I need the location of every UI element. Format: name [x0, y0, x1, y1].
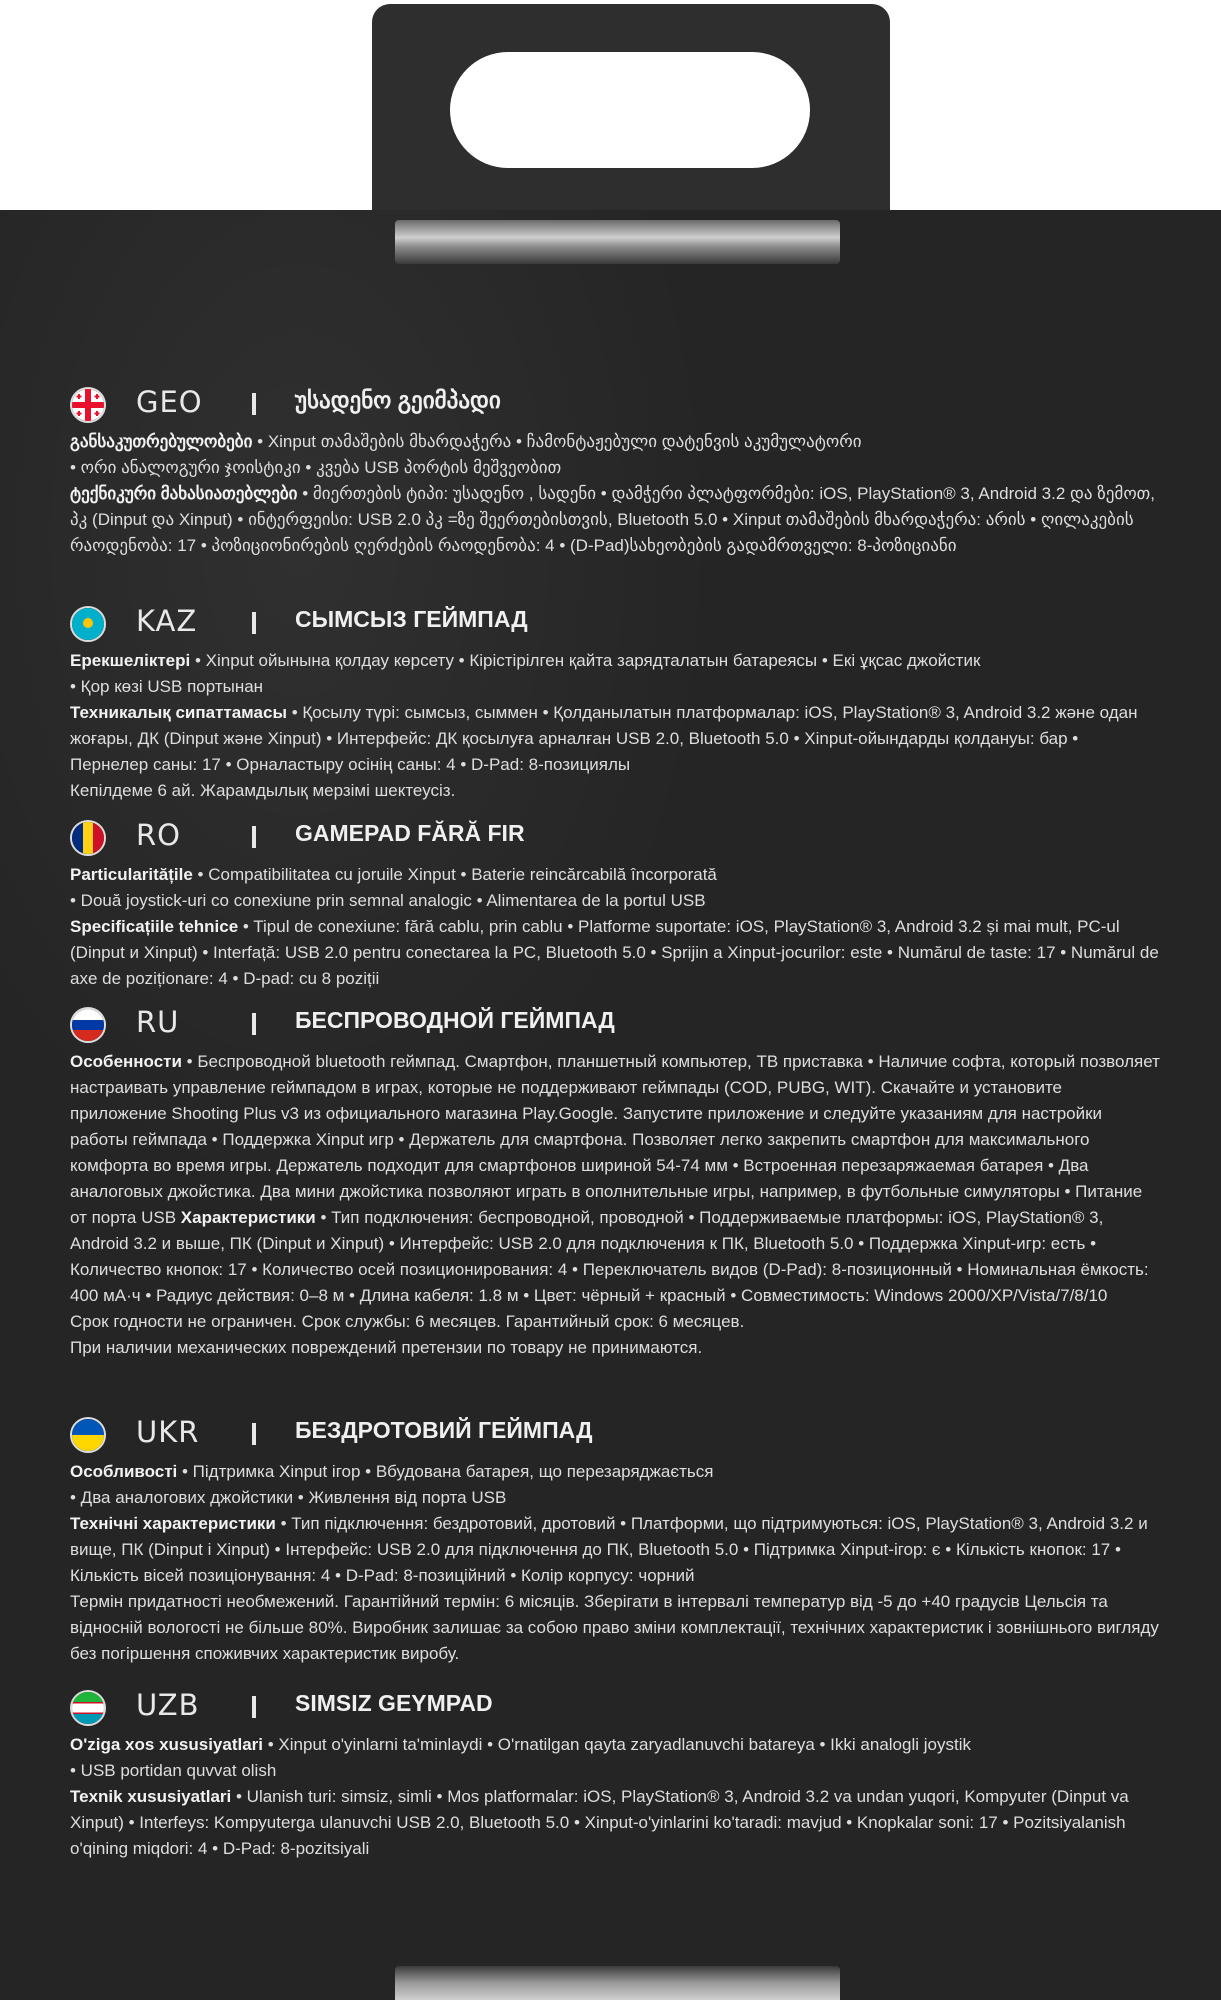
flag-romania-icon [70, 820, 106, 856]
separator [252, 1423, 256, 1445]
top-slot [395, 220, 840, 264]
section-body [70, 1049, 1160, 1361]
section-title: СЫМСЫЗ ГЕЙМПАД [295, 606, 528, 632]
text-line: • Două joystick-uri co conexiune prin semnal analogic • Alimentarea de la portul USB [70, 891, 706, 910]
language-code: RO [136, 818, 181, 852]
text-line: Особливості • Підтримка Xinput ігор • Вбудована батарея, що перезаряджається [70, 1462, 714, 1481]
separator [252, 1696, 256, 1718]
separator [252, 826, 256, 848]
language-code: GEO [136, 385, 203, 419]
section-ukr [70, 1415, 1160, 1667]
text-line: • ორი ანალოგური ჯოისტიკი • კვება USB პორტის მეშვეობით [70, 458, 562, 477]
section-title: უსადენო გეიმპადი [295, 387, 501, 413]
language-code: UZB [136, 1688, 200, 1722]
section-body [70, 1732, 1160, 1862]
text-line: Техникалық сипаттамасы • Қосылу түрі: сымсыз, сыммен • Қолданылатын платформалар: iOS, PlayStation® 3, Android 3.2 және одан жоғары, ДК (Dinput және Xinput) • Интерфейс: ДК қосылуға арналған USB 2.0, Bluetooth 5.0 • Xinput-ойындарды қолдануы: бар • Пернелер саны: 17 • Орналастыру осінің саны: 4 • D-Pad: 8-позициялы [70, 703, 1138, 774]
language-code: RU [136, 1005, 180, 1039]
text-line: Particularitățile • Compatibilitatea cu joruile Xinput • Baterie reincărcabilă încorporată [70, 865, 717, 884]
text-line: • USB portidan quvvat olish [70, 1761, 277, 1780]
section-title: БЕЗДРОТОВИЙ ГЕЙМПАД [295, 1417, 593, 1443]
text-line: Технічні характеристики • Тип підключення: бездротовий, дротовий • Платформи, що підтримуються: iOS, PlayStation® 3, Android 3.2 и вище, ПК (Dinput і Xinput) • Інтерфейс: USB 2.0 для підключення до ПК, Bluetooth 5.0 • Підтримка Xinput-ігор: є • Кількість кнопок: 17 • Кількість вісей позиціонування: 4 • D-Pad: 8-позиційний • Колір корпусу: чорний [70, 1514, 1148, 1585]
flag-georgia-icon [70, 387, 106, 423]
flag-kazakhstan-icon [70, 606, 106, 642]
section-title: GAMEPAD FĂRĂ FIR [295, 820, 525, 846]
bottom-slot [395, 1966, 840, 2000]
section-geo [70, 385, 1160, 559]
language-code: UKR [136, 1415, 200, 1449]
text-line: При наличии механических повреждений претензии по товару не принимаются. [70, 1338, 703, 1357]
text-line: Кепілдеме 6 ай. Жарамдылық мерзімі шектеусіз. [70, 781, 456, 800]
text-line: Термін придатності необмежений. Гарантійний термін: 6 місяців. Зберігати в інтервалі температур від -5 до +40 градусів Цельсія та відносній вологості не більше 80%. Виробник залишає за собою право зміни комплектації, технічних характеристик і зовнішнього вигляду без погіршення споживчих характеристик виробу. [70, 1592, 1159, 1663]
section-kaz [70, 604, 1160, 804]
flag-ukraine-icon [70, 1417, 106, 1453]
separator [252, 393, 256, 415]
text-line: • Два аналогових джойстики • Живлення від порта USB [70, 1488, 507, 1507]
text-line: Texnik xususiyatlari • Ulanish turi: simsiz, simli • Mos platformalar: iOS, PlayStation® 3, Android 3.2 va undan yuqori, Kompyuter (Dinput va Xinput) • Interfeys: Kompyuterga ulanuvchi USB 2.0, Bluetooth 5.0 • Xinput-o'yinlarini ko'taradi: mavjud • Knopkalar soni: 17 • Pozitsiyalanish o'qining miqdori: 4 • D-Pad: 8-pozitsiyali [70, 1787, 1129, 1858]
text-line: განსაკუთრებულობები • Xinput თამაშების მხარდაჭერა • ჩამონტაჟებული დატენვის აკუმულატორი [70, 432, 862, 451]
text-line: O'ziga xos xususiyatlari • Xinput o'yinlarni ta'minlaydi • O'rnatilgan qayta zaryadlanuvchi batareya • Ikki analogli joystik [70, 1735, 971, 1754]
section-title: SIMSIZ GEYMPAD [295, 1690, 493, 1716]
flag-russia-icon [70, 1007, 106, 1043]
hang-hole [450, 52, 810, 168]
section-ru [70, 1005, 1160, 1361]
text-line: • Қор көзі USB портынан [70, 677, 264, 696]
section-title: БЕСПРОВОДНОЙ ГЕЙМПАД [295, 1007, 615, 1033]
text-line: ტექნიკური მახასიათებლები • მიერთების ტიპი: უსადენო , სადენი • დამჭერი პლატფორმები: iOS, PlayStation® 3, Android 3.2 და ზემოთ, პკ (Dinput და Xinput) • ინტერფეისი: USB 2.0 პკ =ზე შეერთებისთვის, Bluetooth 5.0 • Xinput თამაშების მხარდაჭერა: არის • ღილაკების რაოდენობა: 17 • პოზიციონირების ღერძების რაოდენობა: 4 • (D-Pad)სახეობების გადამრთველი: 8-პოზიციანი [70, 484, 1156, 555]
separator [252, 1013, 256, 1035]
flag-uzbekistan-icon [70, 1690, 106, 1726]
text-line: Срок годности не ограничен. Срок службы: 6 месяцев. Гарантийный срок: 6 месяцев. [70, 1312, 745, 1331]
section-body [70, 862, 1160, 992]
text-line: Особенности • Беспроводной bluetooth геймпад. Смартфон, планшетный компьютер, ТВ приставка • Наличие софта, который позволяет настраивать управление геймпадом в играх, которые не поддерживают геймпады (COD, PUBG, WIT). Скачайте и установите приложение Shooting Plus v3 из официального магазина Play.Google. Запустите приложение и следуйте указаниям для настройки работы геймпада • Поддержка Xinput игр • Держатель для смартфона. Позволяет легко закрепить смартфон для максимального комфорта во время игры. Держатель подходит для смартфонов шириной 54-74 мм • Встроенная перезаряжаемая батарея • Два аналоговых джойстика. Два мини джойстика позволяют играть в ополнительные игры, например, в футбольные симуляторы • Питание от порта USB Характеристики • Тип подключения: беспроводной, проводной • Поддерживаемые платформы: iOS, PlayStation® 3, Android 3.2 и выше, ПК (Dinput и Xinput) • Интерфейс: USB 2.0 для подключения к ПК, Bluetooth 5.0 • Поддержка Xinput-игр: есть • Количество кнопок: 17 • Количество осей позиционирования: 4 • Переключатель видов (D-Pad): 8-позиционный • Номинальная ёмкость: 400 мА·ч • Радиус действия: 0–8 м • Длина кабеля: 1.8 м • Цвет: чёрный + красный • Совместимость: Windows 2000/XP/Vista/7/8/10 [70, 1052, 1160, 1305]
section-ro [70, 818, 1160, 992]
text-line: Specificațiile tehnice • Tipul de conexiune: fără cablu, prin cablu • Platforme suportate: iOS, PlayStation® 3, Android 3.2 și mai mult, PC-ul (Dinput и Xinput) • Interfață: USB 2.0 pentru conectarea la PC, Bluetooth 5.0 • Sprijin a Xinput-jocurilor: este • Numărul de taste: 17 • Numărul de axe de poziționare: 4 • D-pad: cu 8 poziții [70, 917, 1159, 988]
separator [252, 612, 256, 634]
language-code: KAZ [136, 604, 198, 638]
section-body [70, 1459, 1160, 1667]
section-uzb [70, 1688, 1160, 1862]
section-body [70, 648, 1160, 804]
section-body [70, 429, 1160, 559]
text-line: Ерекшеліктері • Xinput ойынына қолдау көрсету • Кірістірілген қайта зарядталатын батареясы • Екі ұқсас джойстик [70, 651, 981, 670]
